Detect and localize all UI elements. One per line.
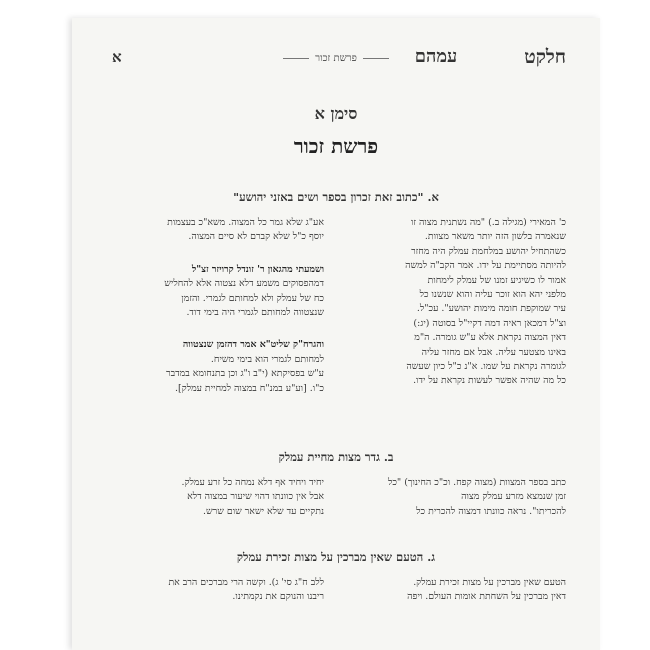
text-line: להיותה מסתיימת על ידו. אמר הקב"ה למשה [405,260,566,272]
text-line: להכריתו". נראה כוונתו דמצוה להכרית כל [416,505,566,517]
section-b-left-column [102,476,324,519]
section-c-left-column [102,576,324,605]
section-b-right-column [340,476,566,519]
ornament-left-icon [283,58,309,59]
ornament-right-icon [363,58,389,59]
text-line: כ"ו. [וע"ע במנ"ח במצוה למחיית עמלק]. [175,382,324,394]
text-line: ריבנו והנוקם את נקמתינו. [232,591,324,603]
header-parsha [72,53,600,64]
text-line: דאין המצוה נקראת אלא ע"ש גומרה. ה"מ [414,332,566,344]
text-line: כשהתחיל יהושע במלחמת עמלק היה מחזר [411,245,566,257]
text-line: ע"ש בפסיקתא (י"ב ו"ג וכן בתנחומא במדבר [166,368,324,380]
text-line: דמהפסוקים משמע דלא נצטוה אלא להחליש [164,278,324,290]
page-header [72,46,600,76]
text-line: מלפני יהא הוא זוכר עליה והוא שנשנו כל [419,289,566,301]
text-line: למחותם לגמרי הוא בימי משיח. [210,353,324,365]
text-line-bold-lead: ושמעתי מהגאון ר' זונדל קרויזר זצ"ל [191,263,324,275]
text-line: יחיד ויחיד אף דלא נמחה כל זרע עמלק. [181,477,324,488]
book-page [72,18,600,650]
section-a-right-column [340,216,566,389]
text-line: כתב בספר המצוות (מצוה קפח. וכ"כ החינוך) "כל [387,477,566,488]
text-line: שנאמרה בלשון הזה יותר משאר מצוות. [424,231,566,243]
section-a-heading: א. "כתוב זאת זכרון בספר ושים באזני יהושע" [233,190,439,204]
header-book-title: חלקט [524,46,566,68]
text-line: שנצטווה למחותם לגמרי היה בימי דוד. [186,307,324,319]
section-c-right-column [340,576,566,605]
section-b-heading: ב. גדר מצות מחיית עמלק [278,450,394,464]
text-line: כח של עמלק ולא למחותם לגמרי. והזמן [181,292,324,304]
text-line: הטעם שאין מברכין על מצות זכירת עמלק. [413,577,566,588]
text-line: וצ"ל דמכאן ראיה דמה דקיי"ל בסוטה (יג:) [413,317,566,329]
text-line: לגומרה נקראת על שמו. א"נ כ"ל כיון שעשה [406,361,566,373]
text-line: נתקיים עד שלא ישאר שום שרש. [203,505,324,517]
header-page-letter: א [112,48,122,66]
text-line: אמור לו כשיגיע זמנו של עמלק לימחות [427,274,566,286]
text-line-bold-lead: והגרח"ק שליט"א אמר דהזמן שנצטווה [182,339,324,351]
text-line: עיר שמוקפת חומה מימות יהושע". עכ"ל. [416,303,566,315]
header-center-title: עמהם [414,46,458,67]
text-line: באינו מצטער עליה. אבל אם מחזר עליה [421,346,566,358]
text-line: דאין מברכין על השחתת אומות העולם. ויפה [407,591,566,603]
main-title: פרשת זכור [293,134,379,158]
text-line: אבל אין כוונתו דהוי שיעור במצוה דלא [187,491,324,503]
text-line: זמן שנמצא מזרע עמלק מצוה [461,491,566,503]
section-a-left-column [102,216,324,396]
siman-title: סימן א [314,104,358,123]
text-line: יוסף כ"ל שלא קברם לא סיים המצוה. [188,231,324,243]
section-c-heading: ג. הטעם שאין מברכין על מצות זכירת עמלק [236,550,436,564]
header-parsha-label: פרשת זכור [315,53,357,64]
text-line: אע"ג שלא גמר כל המצוה. משא"כ בעצמות [167,217,324,228]
text-line: ללב ח"ג סי' ג). וקשה הרי מברכים הרב את [168,577,324,588]
text-line: כל מה שהיה אפשר לעשות נקראת על ידו. [413,375,566,387]
text-line: כ' המאירי (מגילה ב.) "מה נשתנית מצוה זו [411,217,566,228]
